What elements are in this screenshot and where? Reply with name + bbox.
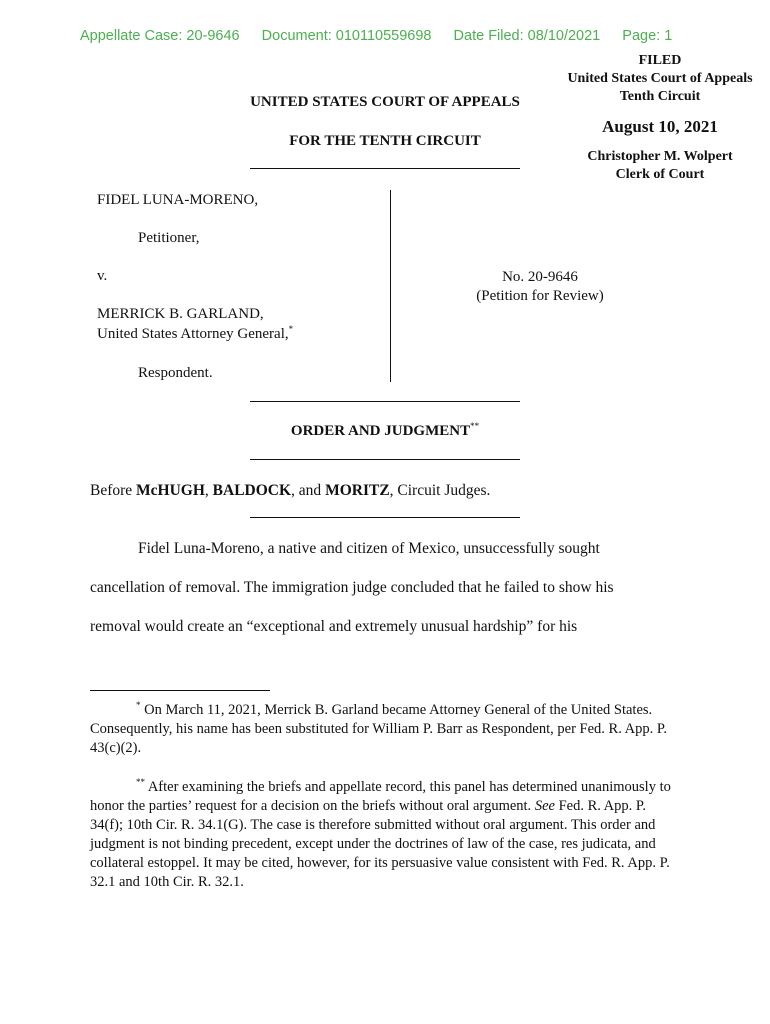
- footnote-2-mark: **: [136, 777, 145, 788]
- header-page: Page: 1: [622, 28, 673, 44]
- judge-mchugh: McHUGH: [136, 482, 205, 499]
- footnote-ref-1: *: [288, 324, 294, 334]
- order-title: ORDER AND JUDGMENT: [290, 423, 471, 439]
- footnote-1: [90, 701, 680, 758]
- header-date-filed: Date Filed: 08/10/2021: [453, 28, 601, 44]
- respondent-title: [97, 326, 293, 343]
- judge-baldock: BALDOCK: [212, 482, 292, 499]
- filing-header: [80, 28, 690, 44]
- clerk-name: Christopher M. Wolpert: [587, 149, 733, 164]
- header-document: Document: 010110559698: [261, 28, 432, 44]
- filed-label: FILED: [638, 53, 682, 68]
- panel-line: [90, 482, 490, 500]
- footnote-1-mark: *: [136, 700, 141, 711]
- filed-court: United States Court of Appeals: [567, 71, 753, 86]
- case-type: (Petition for Review): [476, 288, 604, 304]
- divider: [250, 459, 520, 460]
- respondent-role: Respondent.: [138, 365, 213, 381]
- footnote-2-text-b: Fed. R. App. P. 34(f); 10th Cir. R. 34.1(G). The case is therefore submitted without oral argument. This order and judgment is not binding precedent, except under the doctrines of law of the case, res judicata, and collateral estoppel. It may be cited, however, for its persuasive value consistent with Fed. R. App. P. 32.1 and 10th Cir. R. 32.1.: [90, 798, 670, 890]
- filed-stamp: [540, 52, 770, 184]
- header-case: Appellate Case: 20-9646: [80, 28, 240, 44]
- filed-circuit: Tenth Circuit: [619, 89, 701, 104]
- body-line-2: cancellation of removal. The immigration judge concluded that he failed to show his: [90, 579, 614, 596]
- respondent-name: MERRICK B. GARLAND,: [97, 306, 264, 322]
- panel-sep: , and: [291, 482, 326, 499]
- judge-moritz: MORITZ: [325, 482, 390, 499]
- order-title-line: [200, 423, 570, 440]
- footnote-ref-2: **: [470, 421, 480, 431]
- panel-sep: ,: [204, 482, 213, 499]
- petitioner-name: FIDEL LUNA-MORENO,: [97, 192, 259, 208]
- footnote-1-text: On March 11, 2021, Merrick B. Garland became Attorney General of the United States. Consequently, his name has been substituted for William P. Barr as Respondent, per Fed. R. App. P. 43(c)(2).: [90, 702, 667, 756]
- court-name: UNITED STATES COURT OF APPEALS: [250, 94, 520, 110]
- body-line-3: removal would create an “exceptional and extremely unusual hardship” for his: [90, 618, 578, 635]
- divider: [250, 517, 520, 518]
- case-number: No. 20-9646: [502, 269, 578, 285]
- case-number-block: [440, 268, 640, 306]
- divider: [250, 168, 520, 169]
- court-circuit: FOR THE TENTH CIRCUIT: [289, 133, 481, 149]
- divider: [250, 401, 520, 402]
- body-line-1: Fidel Luna-Moreno, a native and citizen of Mexico, unsuccessfully sought: [138, 540, 600, 557]
- petitioner-role: Petitioner,: [138, 230, 200, 246]
- footnote-2-text-a: After examining the briefs and appellate record, this panel has determined unanimously to honor the parties’ request for a decision on the briefs without oral argument.: [90, 779, 671, 814]
- footnote-2: [90, 778, 680, 892]
- clerk-title: Clerk of Court: [615, 167, 705, 182]
- respondent-title-text: United States Attorney General,: [97, 326, 289, 342]
- caption-divider: [390, 190, 391, 382]
- footnote-rule: [90, 690, 270, 691]
- panel-before: Before: [90, 482, 137, 499]
- versus: v.: [97, 268, 108, 284]
- filed-date: August 10, 2021: [602, 117, 718, 136]
- footnote-2-see: See: [534, 798, 555, 814]
- panel-suffix: , Circuit Judges.: [389, 482, 491, 499]
